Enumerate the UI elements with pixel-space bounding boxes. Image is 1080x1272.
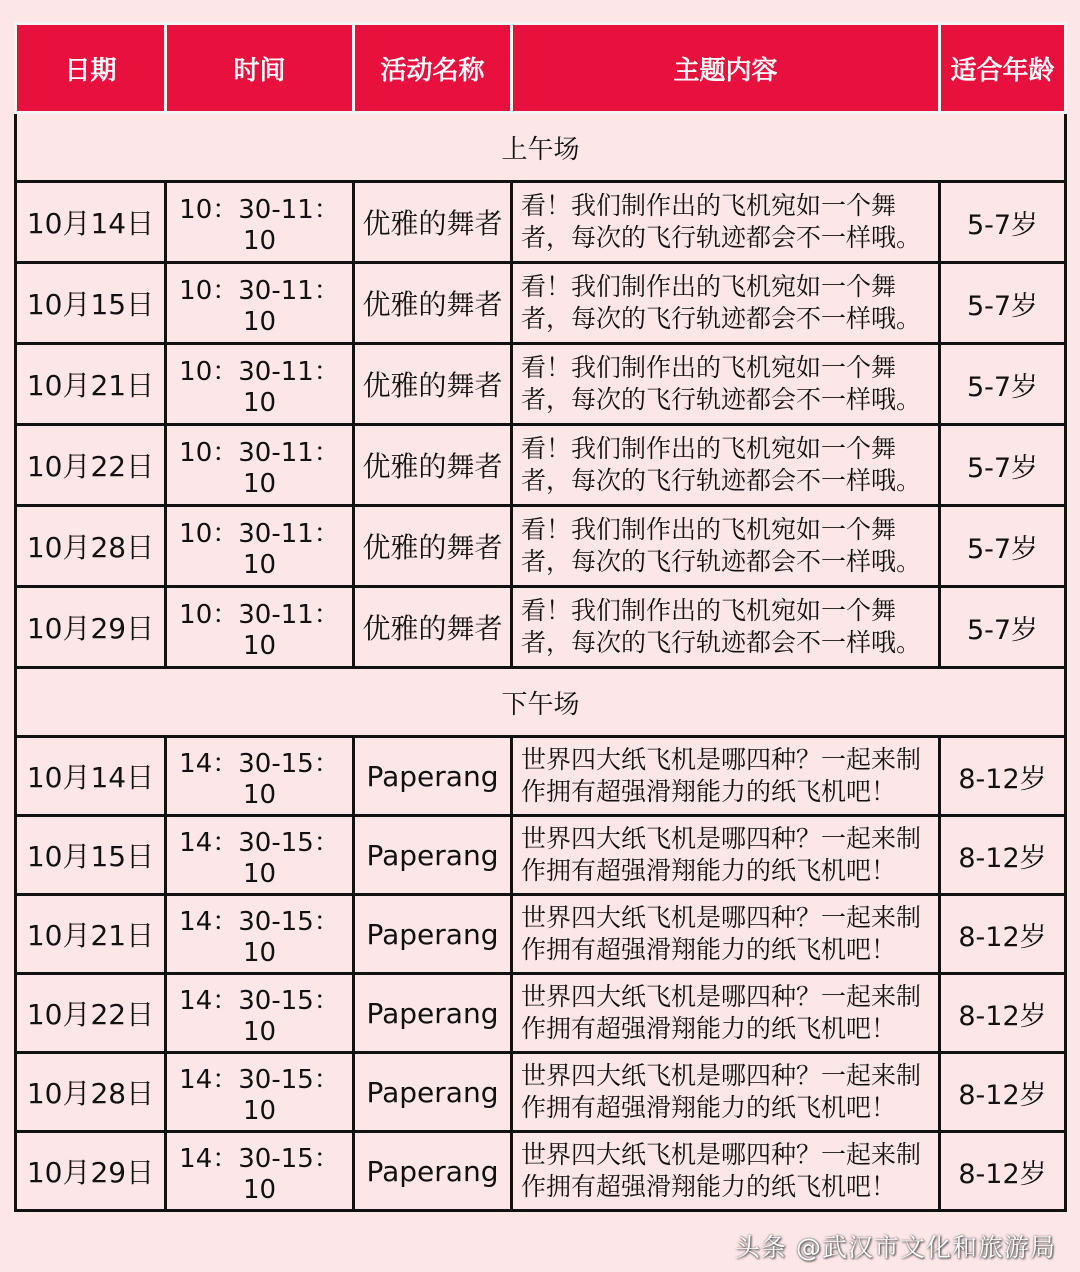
table-row xyxy=(16,737,1066,816)
theme-cell: 看！我们制作出的飞机宛如一个舞者，每次的飞行轨迹都会不一样哦。 xyxy=(512,182,940,263)
table-header xyxy=(16,24,1066,113)
date-cell: 10月29日 xyxy=(16,1132,166,1211)
table-row xyxy=(16,1132,1066,1211)
age-cell: 8-12岁 xyxy=(940,974,1066,1053)
age-cell: 5-7岁 xyxy=(940,344,1066,425)
watermark: 头条 @武汉市文化和旅游局 xyxy=(735,1233,1056,1262)
date-cell: 10月15日 xyxy=(16,263,166,344)
activity-name-cell: 优雅的舞者 xyxy=(354,344,512,425)
schedule-table xyxy=(14,22,1067,1212)
theme-cell: 世界四大纸飞机是哪四种？一起来制作拥有超强滑翔能力的纸飞机吧！ xyxy=(512,1053,940,1132)
time-cell: 14：30-15：10 xyxy=(166,816,354,895)
table-row xyxy=(16,1053,1066,1132)
activity-name-cell: Paperang xyxy=(354,974,512,1053)
age-cell: 5-7岁 xyxy=(940,425,1066,506)
table-row xyxy=(16,974,1066,1053)
date-cell: 10月22日 xyxy=(16,974,166,1053)
theme-cell: 世界四大纸飞机是哪四种？一起来制作拥有超强滑翔能力的纸飞机吧！ xyxy=(512,816,940,895)
section-title: 上午场 xyxy=(16,113,1066,182)
age-cell: 8-12岁 xyxy=(940,1053,1066,1132)
time-cell: 10：30-11：10 xyxy=(166,344,354,425)
activity-name-cell: 优雅的舞者 xyxy=(354,182,512,263)
age-cell: 5-7岁 xyxy=(940,182,1066,263)
theme-cell: 世界四大纸飞机是哪四种？一起来制作拥有超强滑翔能力的纸飞机吧！ xyxy=(512,974,940,1053)
theme-cell: 看！我们制作出的飞机宛如一个舞者，每次的飞行轨迹都会不一样哦。 xyxy=(512,506,940,587)
table-row xyxy=(16,344,1066,425)
age-cell: 5-7岁 xyxy=(940,587,1066,668)
time-cell: 14：30-15：10 xyxy=(166,974,354,1053)
table-row xyxy=(16,506,1066,587)
time-cell: 14：30-15：10 xyxy=(166,895,354,974)
activity-name-cell: 优雅的舞者 xyxy=(354,506,512,587)
theme-cell: 世界四大纸飞机是哪四种？一起来制作拥有超强滑翔能力的纸飞机吧！ xyxy=(512,1132,940,1211)
age-cell: 5-7岁 xyxy=(940,263,1066,344)
theme-cell: 看！我们制作出的飞机宛如一个舞者，每次的飞行轨迹都会不一样哦。 xyxy=(512,587,940,668)
age-cell: 8-12岁 xyxy=(940,737,1066,816)
table-row xyxy=(16,587,1066,668)
section-row xyxy=(16,113,1066,182)
header-activity-name: 活动名称 xyxy=(354,24,512,113)
age-cell: 8-12岁 xyxy=(940,895,1066,974)
activity-name-cell: Paperang xyxy=(354,1053,512,1132)
date-cell: 10月28日 xyxy=(16,1053,166,1132)
age-cell: 8-12岁 xyxy=(940,816,1066,895)
time-cell: 10：30-11：10 xyxy=(166,587,354,668)
date-cell: 10月21日 xyxy=(16,895,166,974)
date-cell: 10月21日 xyxy=(16,344,166,425)
header-time: 时间 xyxy=(166,24,354,113)
header-row xyxy=(16,24,1066,113)
table-row xyxy=(16,263,1066,344)
activity-name-cell: 优雅的舞者 xyxy=(354,425,512,506)
theme-cell: 看！我们制作出的飞机宛如一个舞者，每次的飞行轨迹都会不一样哦。 xyxy=(512,344,940,425)
age-cell: 8-12岁 xyxy=(940,1132,1066,1211)
activity-name-cell: Paperang xyxy=(354,816,512,895)
activity-name-cell: Paperang xyxy=(354,895,512,974)
date-cell: 10月22日 xyxy=(16,425,166,506)
section-title: 下午场 xyxy=(16,668,1066,737)
date-cell: 10月14日 xyxy=(16,737,166,816)
theme-cell: 世界四大纸飞机是哪四种？一起来制作拥有超强滑翔能力的纸飞机吧！ xyxy=(512,737,940,816)
table-row xyxy=(16,182,1066,263)
time-cell: 10：30-11：10 xyxy=(166,506,354,587)
table-body xyxy=(16,113,1066,1211)
header-age: 适合年龄 xyxy=(940,24,1066,113)
age-cell: 5-7岁 xyxy=(940,506,1066,587)
date-cell: 10月14日 xyxy=(16,182,166,263)
theme-cell: 看！我们制作出的飞机宛如一个舞者，每次的飞行轨迹都会不一样哦。 xyxy=(512,425,940,506)
table-row xyxy=(16,425,1066,506)
time-cell: 10：30-11：10 xyxy=(166,263,354,344)
activity-name-cell: Paperang xyxy=(354,737,512,816)
time-cell: 10：30-11：10 xyxy=(166,425,354,506)
date-cell: 10月29日 xyxy=(16,587,166,668)
table-row xyxy=(16,816,1066,895)
theme-cell: 世界四大纸飞机是哪四种？一起来制作拥有超强滑翔能力的纸飞机吧！ xyxy=(512,895,940,974)
time-cell: 14：30-15：10 xyxy=(166,737,354,816)
header-theme: 主题内容 xyxy=(512,24,940,113)
theme-cell: 看！我们制作出的飞机宛如一个舞者，每次的飞行轨迹都会不一样哦。 xyxy=(512,263,940,344)
time-cell: 14：30-15：10 xyxy=(166,1132,354,1211)
activity-name-cell: 优雅的舞者 xyxy=(354,263,512,344)
date-cell: 10月28日 xyxy=(16,506,166,587)
activity-name-cell: 优雅的舞者 xyxy=(354,587,512,668)
time-cell: 14：30-15：10 xyxy=(166,1053,354,1132)
table-row xyxy=(16,895,1066,974)
header-date: 日期 xyxy=(16,24,166,113)
schedule-sheet xyxy=(14,22,1064,1212)
section-row xyxy=(16,668,1066,737)
activity-name-cell: Paperang xyxy=(354,1132,512,1211)
time-cell: 10：30-11：10 xyxy=(166,182,354,263)
date-cell: 10月15日 xyxy=(16,816,166,895)
